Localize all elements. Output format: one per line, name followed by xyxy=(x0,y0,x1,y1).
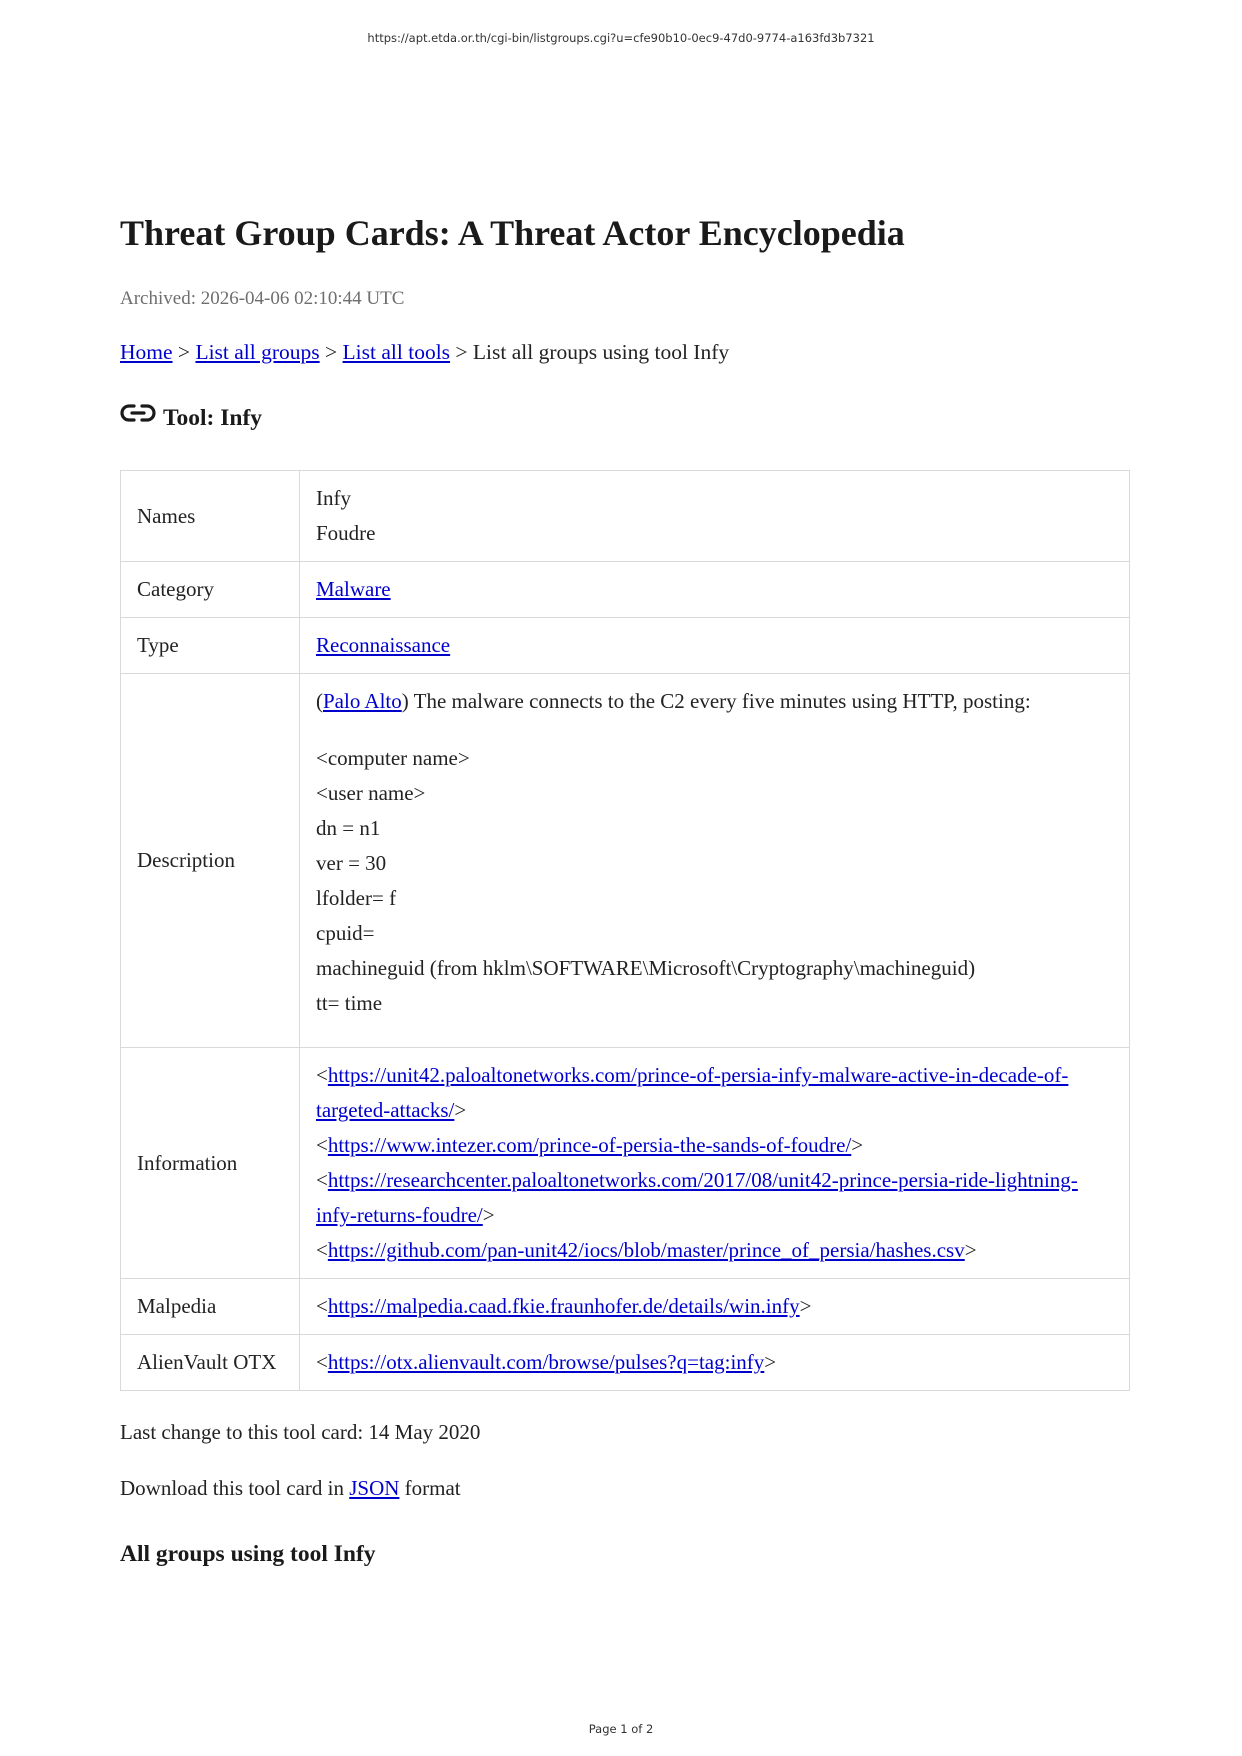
tool-heading xyxy=(120,400,262,432)
information-item: <https://unit42.paloaltonetworks.com/prince-of-persia-infy-malware-active-in-decade-of-targeted-attacks/> xyxy=(316,1063,1069,1122)
archived-timestamp: Archived: 2026-04-06 02:10:44 UTC xyxy=(120,288,405,309)
breadcrumb-list-tools-link[interactable]: List all tools xyxy=(342,340,451,364)
type-link[interactable]: Reconnaissance xyxy=(316,633,451,657)
description-line: cpuid= xyxy=(316,921,375,945)
otx-value: <https://otx.alienvault.com/browse/pulses?q=tag:infy> xyxy=(300,1335,1130,1391)
page-number: Page 1 of 2 xyxy=(588,1722,654,1736)
table-row xyxy=(121,471,1130,562)
description-source-link[interactable]: Palo Alto xyxy=(323,689,402,713)
description-line: tt= time xyxy=(316,991,383,1015)
table-row xyxy=(121,1279,1130,1335)
description-line: <computer name> xyxy=(316,746,470,770)
tool-title: Tool: Infy xyxy=(163,405,263,431)
table-row xyxy=(121,1048,1130,1279)
description-line: dn = n1 xyxy=(316,816,381,840)
information-label: Information xyxy=(121,1048,300,1279)
download-line xyxy=(120,1476,461,1501)
breadcrumb-list-groups-link[interactable]: List all groups xyxy=(195,340,320,364)
link-icon xyxy=(120,400,156,426)
table-row xyxy=(121,1335,1130,1391)
category-link[interactable]: Malware xyxy=(316,577,391,601)
description-label: Description xyxy=(121,674,300,1048)
json-download-link[interactable]: JSON xyxy=(349,1476,400,1500)
page-title: Threat Group Cards: A Threat Actor Encyclopedia xyxy=(120,213,905,253)
description-line: <user name> xyxy=(316,781,426,805)
malpedia-link[interactable]: https://malpedia.caad.fkie.fraunhofer.de/details/win.infy xyxy=(327,1294,800,1318)
page-url-header: https://apt.etda.or.th/cgi-bin/listgroups.cgi?u=cfe90b10-0ec9-47d0-9774-a163fd3b7321 xyxy=(367,31,875,45)
last-change-text: Last change to this tool card: 14 May 2020 xyxy=(120,1420,481,1444)
breadcrumb-separator: > xyxy=(172,340,196,364)
tool-card-table xyxy=(120,470,1130,1391)
information-link[interactable]: https://github.com/pan-unit42/iocs/blob/master/prince_of_persia/hashes.csv xyxy=(327,1238,965,1262)
description-line: machineguid (from hklm\SOFTWARE\Microsoft\Cryptography\machineguid) xyxy=(316,956,976,980)
name-item: Infy xyxy=(316,486,351,510)
description-value xyxy=(300,674,1130,1048)
description-lines xyxy=(316,741,1113,1037)
otx-label: AlienVault OTX xyxy=(121,1335,300,1391)
malpedia-label: Malpedia xyxy=(121,1279,300,1335)
information-link[interactable]: https://researchcenter.paloaltonetworks.com/2017/08/unit42-prince-persia-ride-lightning-infy-returns-foudre/ xyxy=(316,1168,1078,1227)
information-link[interactable]: https://unit42.paloaltonetworks.com/prince-of-persia-infy-malware-active-in-decade-of-targeted-attacks/ xyxy=(316,1063,1069,1122)
description-intro xyxy=(316,684,1113,719)
table-row xyxy=(121,562,1130,618)
breadcrumb xyxy=(120,340,729,365)
description-line: lfolder= f xyxy=(316,886,397,910)
breadcrumb-current: > List all groups using tool Infy xyxy=(450,340,730,364)
category-label: Category xyxy=(121,562,300,618)
otx-link[interactable]: https://otx.alienvault.com/browse/pulses?q=tag:infy xyxy=(327,1350,765,1374)
table-row xyxy=(121,674,1130,1048)
information-value xyxy=(300,1048,1130,1279)
paren-open: ( xyxy=(316,689,323,713)
breadcrumb-home-link[interactable]: Home xyxy=(120,340,173,364)
download-prefix: Download this tool card in xyxy=(120,1476,350,1500)
groups-heading: All groups using tool Infy xyxy=(120,1541,376,1567)
download-suffix: format xyxy=(399,1476,461,1500)
names-label: Names xyxy=(121,471,300,562)
breadcrumb-separator: > xyxy=(319,340,343,364)
information-item: <https://github.com/pan-unit42/iocs/blob/master/prince_of_persia/hashes.csv> xyxy=(316,1238,977,1262)
information-link[interactable]: https://www.intezer.com/prince-of-persia-the-sands-of-foudre/ xyxy=(327,1133,852,1157)
type-value xyxy=(300,618,1130,674)
category-value xyxy=(300,562,1130,618)
description-line: ver = 30 xyxy=(316,851,387,875)
table-row xyxy=(121,618,1130,674)
information-item: <https://www.intezer.com/prince-of-persia-the-sands-of-foudre/> xyxy=(316,1133,864,1157)
description-text: ) The malware connects to the C2 every five minutes using HTTP, posting: xyxy=(401,689,1031,713)
malpedia-value: <https://malpedia.caad.fkie.fraunhofer.de/details/win.infy> xyxy=(300,1279,1130,1335)
information-item: <https://researchcenter.paloaltonetworks.com/2017/08/unit42-prince-persia-ride-lightning-infy-returns-foudre/> xyxy=(316,1168,1078,1227)
type-label: Type xyxy=(121,618,300,674)
name-item: Foudre xyxy=(316,521,376,545)
names-value xyxy=(300,471,1130,562)
